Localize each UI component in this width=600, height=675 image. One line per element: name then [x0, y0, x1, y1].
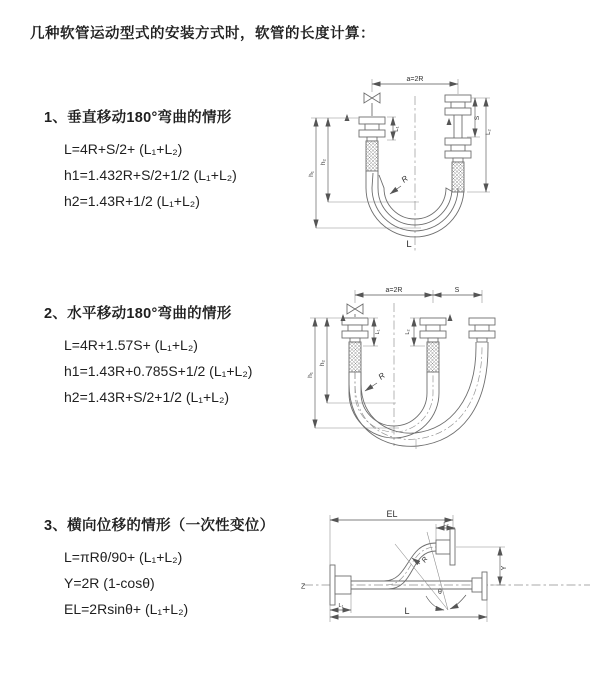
- dimension-s: [433, 287, 482, 295]
- hose-curved-position: [384, 543, 436, 589]
- formula-l: L=πRθ/90+ (L₁+L₂): [64, 549, 183, 565]
- dim-label-l1: L₁: [394, 126, 400, 132]
- radius-callout: [390, 174, 410, 194]
- valve-icon: [347, 304, 363, 317]
- section-1-heading: 1、垂直移动180°弯曲的情形: [44, 110, 232, 126]
- dim-label-l: L: [404, 606, 410, 616]
- formula-y: Y=2R (1-cosθ): [64, 575, 155, 592]
- formula-h1: h1=1.432R+S/2+1/2 (L₁+L₂): [64, 167, 237, 184]
- right-hose-end-original: [472, 572, 487, 600]
- dim-label-l: L: [406, 239, 412, 250]
- dim-label-h1: h₁: [307, 372, 314, 378]
- up-arrow: [341, 314, 346, 321]
- formula-h1: h1=1.43R+0.785S+1/2 (L₁+L₂): [64, 363, 253, 380]
- up-arrow: [448, 314, 453, 321]
- dim-label-l2: L₂: [486, 129, 492, 135]
- dimension-el: [330, 509, 453, 565]
- valve-icon: [364, 93, 380, 116]
- formula-el: EL=2Rsinθ+ (L₁+L₂): [64, 601, 189, 618]
- radius-callout: [365, 371, 387, 391]
- dim-label-l1: L₁: [338, 603, 344, 609]
- up-arrow: [447, 118, 452, 125]
- angle-label-theta: θ: [438, 589, 442, 596]
- formula-l: L=4R+S/2+ (L₁+L₂): [64, 141, 183, 157]
- section-2-heading: 2、水平移动180°弯曲的情形: [44, 306, 232, 322]
- left-hose-end: [345, 114, 386, 171]
- braided-section: [349, 342, 361, 372]
- dim-label-a2r: a=2R: [385, 287, 403, 294]
- dim-label-r: R: [376, 370, 387, 382]
- dim-label-h2: h₂: [319, 359, 326, 367]
- dimension-l2: [486, 98, 492, 192]
- dim-label-l1: L₁: [375, 329, 381, 335]
- centerline-z-mark: Z: [301, 583, 306, 591]
- dim-label-h2: h₂: [320, 158, 327, 166]
- right-hose-end: [445, 95, 471, 192]
- left-hose-end: [341, 314, 369, 372]
- braided-section: [366, 141, 378, 171]
- middle-hose-end: [420, 314, 453, 372]
- hose-u-bend-displaced: [349, 347, 488, 449]
- dim-label-s: S: [474, 115, 481, 121]
- formula-l: L=4R+1.57S+ (L₁+L₂): [64, 337, 198, 353]
- section-1: [44, 106, 314, 215]
- braided-section: [452, 162, 464, 192]
- dim-label-r: R: [399, 173, 410, 185]
- dimension-l1: [387, 117, 400, 140]
- braided-section: [427, 342, 439, 372]
- left-hose-end: [330, 565, 351, 605]
- section-3-heading: 3、横向位移的情形（一次性变位）: [44, 518, 275, 534]
- dim-label-s: S: [454, 287, 460, 294]
- formula-h2: h2=1.43R+S/2+1/2 (L₁+L₂): [64, 389, 230, 406]
- dim-label-r: R: [420, 555, 430, 565]
- section-2: [44, 302, 314, 411]
- up-arrow: [345, 114, 350, 121]
- diagram-vertical-bend: [303, 70, 565, 255]
- section-3: [44, 514, 314, 623]
- dim-label-a2r: a=2R: [406, 76, 424, 83]
- dimension-a2r: [372, 76, 458, 94]
- dim-label-y: Y: [501, 565, 508, 571]
- dim-label-l2: L₂: [443, 522, 449, 528]
- diagram-lateral-displacement: [298, 502, 598, 657]
- page-title: 几种软管运动型式的安装方式时，软管的长度计算：: [30, 26, 375, 42]
- dim-label-el: EL: [386, 509, 398, 519]
- dim-label-l2: L₂: [405, 329, 411, 335]
- right-hose-end-displaced: [436, 529, 455, 565]
- dim-label-h1: h₁: [308, 171, 315, 177]
- diagram-horizontal-bend: [303, 283, 595, 451]
- dimension-l: [330, 600, 487, 622]
- right-hose-end-displaced: [469, 318, 495, 347]
- formula-h2: h2=1.43R+1/2 (L₁+L₂): [64, 193, 200, 210]
